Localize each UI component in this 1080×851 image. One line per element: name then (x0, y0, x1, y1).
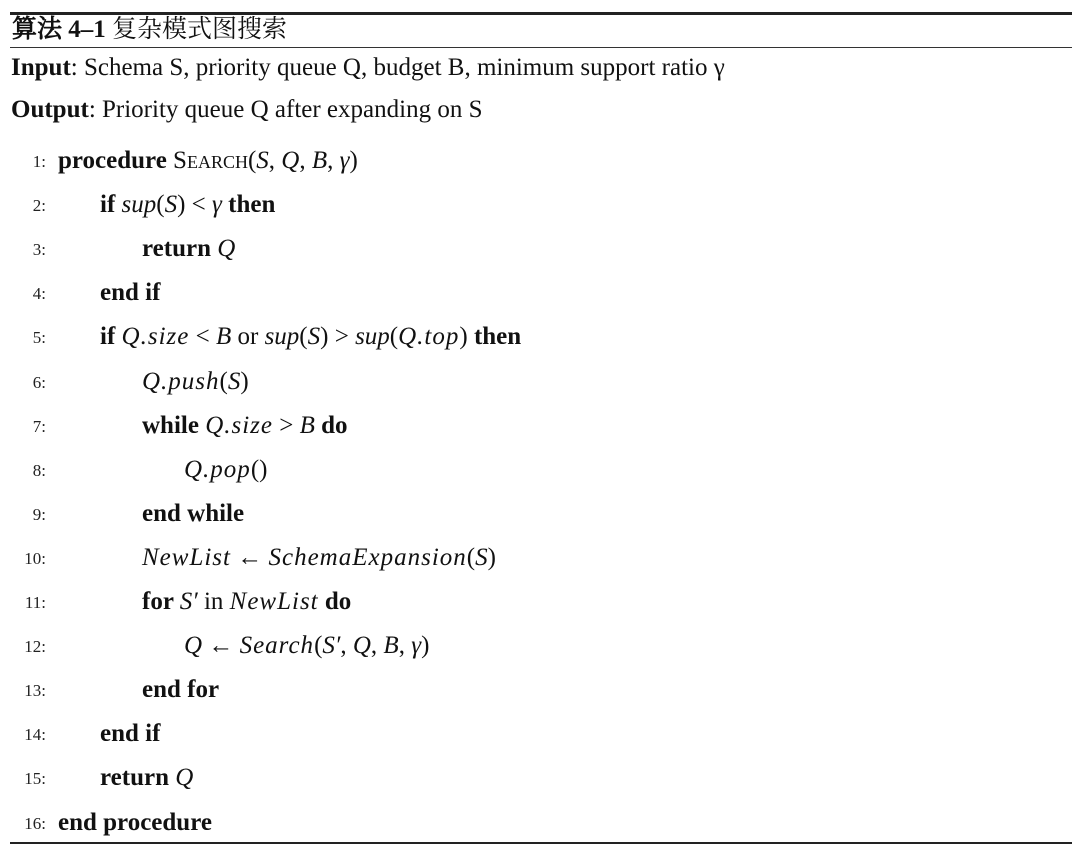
code-token: ( (314, 632, 323, 660)
line-code (142, 675, 219, 705)
output-keyword: Output (11, 96, 89, 123)
code-token: return (100, 764, 176, 792)
code-token: sup (121, 191, 157, 219)
code-token: < (189, 323, 216, 351)
code-token: do (318, 588, 352, 615)
code-token: then (467, 323, 522, 351)
input-text: : Schema S, priority queue Q, budget B, minimum support ratio γ (70, 54, 725, 81)
code-token: ) > (320, 323, 356, 351)
code-token: > (273, 411, 300, 439)
line-number: 4: (32, 284, 46, 304)
line-number: 2: (32, 196, 46, 216)
code-token: ( (219, 367, 228, 395)
code-token: ) < (177, 191, 213, 219)
line-code (58, 808, 212, 838)
line-code (142, 543, 496, 573)
code-token: ← (202, 632, 240, 660)
input-keyword: Input (11, 54, 71, 81)
code-token: Q.top (398, 323, 460, 351)
input-line (11, 53, 725, 83)
code-token: S (227, 367, 241, 395)
code-token: , (398, 632, 412, 660)
code-token: end for (142, 676, 220, 704)
line-number: 6: (32, 372, 46, 392)
line-number: 9: (32, 504, 46, 524)
line-code (100, 763, 193, 793)
code-token: S (256, 147, 269, 174)
code-token: end procedure (58, 808, 212, 836)
code-token: ( (247, 147, 257, 174)
code-token: ← (230, 543, 269, 571)
code-token: B (299, 411, 315, 439)
line-code (142, 367, 249, 397)
code-token: ( (156, 191, 165, 219)
code-token: Q.size (205, 411, 274, 439)
code-token: ( (389, 323, 399, 351)
code-token: S′ (179, 588, 198, 615)
line-code (142, 499, 244, 529)
code-token: NewList (229, 588, 319, 615)
bottom-rule (10, 842, 1072, 844)
code-token: ) (421, 632, 430, 660)
line-number: 8: (32, 460, 46, 480)
line-code (184, 631, 429, 661)
code-token: Q (175, 764, 194, 792)
line-number: 11: (24, 593, 46, 612)
code-token: end while (142, 499, 245, 527)
code-token: Q.pop (184, 455, 251, 483)
line-code (100, 278, 160, 308)
line-code (100, 322, 521, 352)
code-token: Q.size (121, 323, 190, 351)
code-token: ) (349, 147, 358, 174)
code-token: ( (299, 323, 308, 351)
code-token: γ (411, 632, 422, 660)
line-number: 14: (24, 725, 46, 745)
line-code (184, 455, 267, 485)
line-number: 13: (24, 681, 46, 701)
code-token: Q (217, 235, 236, 263)
code-token: () (250, 455, 268, 483)
code-token: return (142, 235, 218, 263)
code-token: S (475, 543, 488, 571)
code-token: end if (100, 720, 161, 748)
output-text: : Priority queue Q after expanding on S (88, 96, 483, 123)
algorithm-number: 算法 4–1 (12, 16, 106, 43)
code-token: Search (239, 632, 315, 660)
code-token: B (311, 147, 328, 174)
code-token: , (268, 147, 282, 174)
line-number: 5: (32, 328, 46, 348)
code-token: S′ (322, 632, 341, 660)
line-code (142, 234, 235, 264)
code-token: in (197, 588, 230, 615)
line-number: 12: (24, 637, 46, 657)
line-code (142, 587, 351, 617)
code-token: do (314, 411, 348, 439)
code-token: Q (352, 632, 371, 660)
code-token: if (100, 323, 122, 351)
code-token: B (383, 632, 399, 660)
code-token: , (327, 147, 340, 174)
output-line (11, 95, 482, 125)
code-token: , (299, 147, 312, 174)
code-token: γ (339, 147, 350, 174)
code-token: end if (100, 279, 161, 307)
code-token: while (142, 411, 206, 439)
algorithm-title: 复杂模式图搜索 (112, 16, 288, 43)
code-token: , (340, 632, 353, 660)
code-token: then (221, 191, 276, 219)
code-token: Search (173, 147, 248, 174)
code-token: S (307, 323, 321, 351)
code-token: NewList (142, 543, 231, 571)
line-number: 16: (24, 813, 46, 833)
code-token: Q (184, 632, 203, 660)
line-code (142, 411, 348, 441)
line-number: 7: (32, 416, 46, 436)
code-token: B (215, 323, 232, 351)
code-token: γ (212, 191, 222, 219)
code-token: ) (459, 323, 468, 351)
code-token: or (231, 323, 265, 351)
code-token: sup (264, 323, 300, 351)
algorithm-caption (12, 15, 287, 45)
line-code (100, 719, 160, 749)
line-number: 3: (32, 240, 46, 260)
code-token: S (164, 191, 178, 219)
code-token: Q.push (142, 367, 220, 395)
code-token: ) (487, 543, 496, 571)
line-number: 1: (32, 152, 46, 171)
code-token: for (142, 588, 180, 615)
code-token: ) (240, 367, 249, 395)
code-token: sup (355, 323, 390, 351)
line-number: 10: (24, 548, 46, 568)
code-token: SchemaExpansion (268, 543, 467, 571)
code-token: Q (281, 147, 300, 174)
line-code (100, 190, 275, 220)
code-token: if (100, 191, 122, 219)
code-token: procedure (58, 147, 174, 174)
caption-rule (10, 47, 1072, 48)
line-code (58, 146, 358, 176)
line-number: 15: (24, 769, 46, 789)
code-token: , (370, 632, 384, 660)
code-token: ( (466, 543, 476, 571)
